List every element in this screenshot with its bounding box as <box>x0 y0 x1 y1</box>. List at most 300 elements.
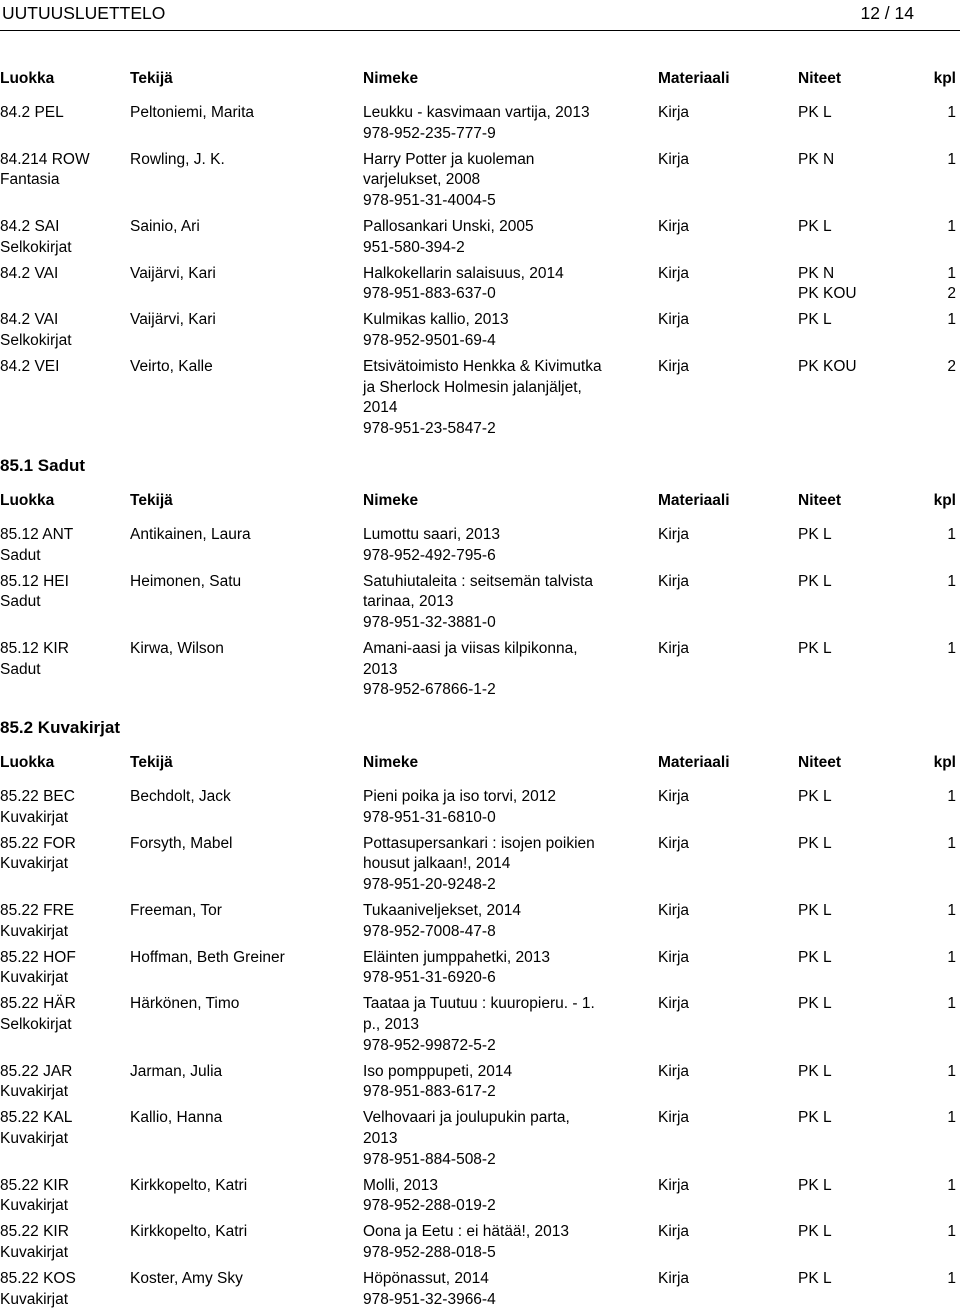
materiaali-text: Kirja <box>658 150 690 168</box>
niteet-text: PK L <box>798 1062 832 1080</box>
nimeke-text: Leukku - kasvimaan vartija, 2013 <box>363 104 590 121</box>
materiaali-text: Kirja <box>658 104 690 121</box>
materiaali-text: Kirja <box>658 948 690 966</box>
cell-kpl <box>947 103 956 124</box>
materiaali-text: Kirja <box>658 218 690 235</box>
cell-niteet <box>798 639 918 660</box>
cell-tekija <box>130 1176 360 1197</box>
tekija-text: Kirkkopelto, Katri <box>130 1176 248 1194</box>
cell-kpl <box>947 948 956 969</box>
cell-luokka <box>0 834 128 875</box>
cell-niteet <box>798 1176 918 1197</box>
cell-nimeke <box>363 150 653 212</box>
cell-luokka <box>0 787 128 828</box>
cell-niteet <box>798 572 918 593</box>
cell-nimeke <box>363 217 653 258</box>
luokka-text: 85.22 FRE <box>0 902 75 919</box>
cell-nimeke <box>363 901 653 942</box>
materiaali-text: Kirja <box>658 788 690 805</box>
luokka-text: 85.22 BEC <box>0 788 75 805</box>
nimeke-text: 978-951-32-3881-0 <box>363 613 496 631</box>
cell-materiaali <box>658 1062 798 1083</box>
kpl-text: 1 <box>947 788 956 805</box>
niteet-text: PK L <box>798 311 832 329</box>
kpl-text: 1 <box>947 526 956 543</box>
cell-nimeke <box>363 357 653 439</box>
section-title: 85.2 Kuvakirjat <box>0 718 121 737</box>
niteet-text: PK L <box>798 1109 832 1127</box>
col-header-tekija: Tekijä <box>130 492 173 509</box>
cell-kpl <box>947 217 956 238</box>
luokka-text: 85.12 HEI <box>0 572 69 590</box>
nimeke-text: Höpönassut, 2014 <box>363 1270 489 1288</box>
materiaali-text: Kirja <box>658 1109 690 1127</box>
luokka-text: Kuvakirjat <box>0 1243 69 1261</box>
cell-materiaali <box>658 264 798 285</box>
cell-luokka <box>0 150 128 191</box>
col-header-kpl: kpl <box>933 754 956 771</box>
nimeke-text: Oona ja Eetu : ei hätää!, 2013 <box>363 1223 569 1241</box>
nimeke-text: tarinaa, 2013 <box>363 593 454 611</box>
tekija-text: Koster, Amy Sky <box>130 1270 243 1288</box>
cell-materiaali <box>658 787 798 808</box>
nimeke-text: 2013 <box>363 1129 398 1147</box>
cell-tekija <box>130 901 360 922</box>
cell-kpl <box>947 1222 956 1243</box>
col-header-tekija: Tekijä <box>130 70 173 87</box>
nimeke-text: Harry Potter ja kuoleman <box>363 150 535 168</box>
column-headers <box>0 754 960 784</box>
cell-nimeke <box>363 1062 653 1103</box>
nimeke-text: 2013 <box>363 660 398 678</box>
cell-kpl <box>947 150 956 171</box>
cell-niteet <box>798 1222 918 1243</box>
nimeke-text: Iso pomppupeti, 2014 <box>363 1062 513 1080</box>
nimeke-text: Pallosankari Unski, 2005 <box>363 218 534 235</box>
niteet-text: PK KOU <box>798 285 857 303</box>
nimeke-text: 978-952-99872-5-2 <box>363 1036 496 1054</box>
luokka-text: 84.2 VEI <box>0 358 60 376</box>
materiaali-text: Kirja <box>658 572 690 590</box>
page-header <box>0 0 960 30</box>
cell-tekija <box>130 948 360 969</box>
nimeke-text: 978-952-235-777-9 <box>363 124 496 142</box>
cell-luokka <box>0 217 128 258</box>
materiaali-text: Kirja <box>658 834 690 852</box>
tekija-text: Peltoniemi, Marita <box>130 104 255 121</box>
materiaali-text: Kirja <box>658 311 690 329</box>
luokka-text: 85.22 HÄR <box>0 995 76 1013</box>
cell-tekija <box>130 150 360 171</box>
cell-nimeke <box>363 264 653 305</box>
kpl-text: 1 <box>947 1109 956 1127</box>
cell-niteet <box>798 103 918 124</box>
nimeke-text: ja Sherlock Holmesin jalanjäljet, <box>363 378 582 396</box>
niteet-text: PK L <box>798 218 832 235</box>
document-title: UUTUUSLUETTELO <box>2 3 166 23</box>
section-title: 85.1 Sadut <box>0 456 86 475</box>
kpl-text: 2 <box>947 358 956 376</box>
niteet-text: PK L <box>798 104 832 121</box>
luokka-text: 84.2 PEL <box>0 104 64 121</box>
nimeke-text: 978-951-31-6810-0 <box>363 808 496 826</box>
niteet-text: PK L <box>798 572 832 590</box>
tekija-text: Vaijärvi, Kari <box>130 311 216 329</box>
luokka-text: Sadut <box>0 546 41 564</box>
cell-materiaali <box>658 150 798 171</box>
cell-materiaali <box>658 994 798 1015</box>
luokka-text: 85.22 KIR <box>0 1223 69 1241</box>
col-header-luokka: Luokka <box>0 492 55 509</box>
luokka-text: Sadut <box>0 660 41 678</box>
cell-luokka <box>0 357 128 378</box>
cell-materiaali <box>658 310 798 331</box>
tekija-text: Hoffman, Beth Greiner <box>130 948 285 966</box>
cell-nimeke <box>363 572 653 634</box>
niteet-text: PK KOU <box>798 358 857 376</box>
cell-materiaali <box>658 639 798 660</box>
kpl-text: 1 <box>947 902 956 919</box>
cell-kpl <box>947 1269 956 1290</box>
cell-niteet <box>798 525 918 546</box>
cell-materiaali <box>658 103 798 124</box>
cell-kpl <box>947 264 956 305</box>
tekija-text: Kirwa, Wilson <box>130 640 224 657</box>
cell-kpl <box>947 994 956 1015</box>
cell-luokka <box>0 310 128 351</box>
kpl-text: 1 <box>947 218 956 235</box>
niteet-text: PK N <box>798 264 835 282</box>
cell-luokka <box>0 525 128 566</box>
cell-kpl <box>947 525 956 546</box>
luokka-text: Kuvakirjat <box>0 808 69 826</box>
cell-tekija <box>130 639 360 660</box>
nimeke-text: 978-951-31-4004-5 <box>363 191 496 209</box>
kpl-text: 1 <box>947 104 956 121</box>
cell-nimeke <box>363 310 653 351</box>
cell-tekija <box>130 525 360 546</box>
col-header-nimeke: Nimeke <box>363 492 419 509</box>
luokka-text: 85.22 JAR <box>0 1062 73 1080</box>
nimeke-text: Molli, 2013 <box>363 1176 438 1194</box>
cell-kpl <box>947 1062 956 1083</box>
kpl-text: 1 <box>947 1176 956 1194</box>
materiaali-text: Kirja <box>658 358 690 376</box>
tekija-text: Veirto, Kalle <box>130 358 213 376</box>
cell-luokka <box>0 1176 128 1217</box>
cell-niteet <box>798 264 918 305</box>
nimeke-text: housut jalkaan!, 2014 <box>363 855 511 873</box>
col-header-luokka: Luokka <box>0 70 55 87</box>
niteet-text: PK L <box>798 640 832 657</box>
cell-niteet <box>798 834 918 855</box>
tekija-text: Kirkkopelto, Katri <box>130 1223 248 1241</box>
nimeke-text: Etsivätoimisto Henkka & Kivimutka <box>363 358 602 376</box>
cell-tekija <box>130 357 360 378</box>
luokka-text: 85.22 KAL <box>0 1109 73 1127</box>
luokka-text: Kuvakirjat <box>0 1083 69 1101</box>
luokka-text: Kuvakirjat <box>0 855 69 873</box>
cell-tekija <box>130 264 360 285</box>
cell-niteet <box>798 1108 918 1129</box>
cell-kpl <box>947 310 956 331</box>
kpl-text: 2 <box>947 285 956 303</box>
materiaali-text: Kirja <box>658 264 690 282</box>
nimeke-text: 951-580-394-2 <box>363 238 465 256</box>
cell-tekija <box>130 787 360 808</box>
cell-kpl <box>947 834 956 855</box>
cell-materiaali <box>658 525 798 546</box>
tekija-text: Heimonen, Satu <box>130 572 242 590</box>
tekija-text: Kallio, Hanna <box>130 1109 223 1127</box>
nimeke-text: 978-952-288-018-5 <box>363 1243 496 1261</box>
materiaali-text: Kirja <box>658 902 690 919</box>
kpl-text: 1 <box>947 150 956 168</box>
cell-niteet <box>798 357 918 378</box>
luokka-text: 84.2 VAI <box>0 264 59 282</box>
cell-luokka <box>0 1062 128 1103</box>
col-header-luokka: Luokka <box>0 754 55 771</box>
col-header-materiaali: Materiaali <box>658 754 730 771</box>
cell-tekija <box>130 834 360 855</box>
kpl-text: 1 <box>947 311 956 329</box>
cell-niteet <box>798 994 918 1015</box>
cell-luokka <box>0 572 128 613</box>
luokka-text: Kuvakirjat <box>0 1197 69 1215</box>
niteet-text: PK L <box>798 948 832 966</box>
tekija-text: Bechdolt, Jack <box>130 788 231 805</box>
luokka-text: Kuvakirjat <box>0 1129 69 1147</box>
col-header-materiaali: Materiaali <box>658 492 730 509</box>
nimeke-text: 2014 <box>363 399 398 417</box>
cell-nimeke <box>363 834 653 896</box>
col-header-niteet: Niteet <box>798 754 842 771</box>
nimeke-text: 978-951-20-9248-2 <box>363 875 496 893</box>
luokka-text: 85.12 KIR <box>0 640 69 657</box>
cell-materiaali <box>658 1269 798 1290</box>
cell-luokka <box>0 1269 128 1310</box>
cell-luokka <box>0 264 128 285</box>
cell-materiaali <box>658 1176 798 1197</box>
cell-tekija <box>130 1108 360 1129</box>
column-headers <box>0 492 960 522</box>
cell-nimeke <box>363 948 653 989</box>
col-header-kpl: kpl <box>933 70 956 87</box>
col-header-tekija: Tekijä <box>130 754 173 771</box>
nimeke-text: 978-951-883-637-0 <box>363 285 496 303</box>
cell-tekija <box>130 994 360 1015</box>
niteet-text: PK L <box>798 788 832 805</box>
niteet-text: PK L <box>798 526 832 543</box>
nimeke-text: Eläinten jumppahetki, 2013 <box>363 948 550 966</box>
niteet-text: PK L <box>798 1223 832 1241</box>
nimeke-text: 978-951-31-6920-6 <box>363 969 496 987</box>
niteet-text: PK L <box>798 834 832 852</box>
cell-tekija <box>130 1222 360 1243</box>
header-divider <box>0 30 960 31</box>
materiaali-text: Kirja <box>658 1176 690 1194</box>
materiaali-text: Kirja <box>658 1223 690 1241</box>
kpl-text: 1 <box>947 572 956 590</box>
cell-kpl <box>947 787 956 808</box>
luokka-text: 85.22 FOR <box>0 834 76 852</box>
materiaali-text: Kirja <box>658 526 690 543</box>
cell-materiaali <box>658 1222 798 1243</box>
nimeke-text: Lumottu saari, 2013 <box>363 526 501 543</box>
materiaali-text: Kirja <box>658 995 690 1013</box>
niteet-text: PK N <box>798 150 835 168</box>
page-number: 12 / 14 <box>860 3 914 23</box>
cell-tekija <box>130 1269 360 1290</box>
kpl-text: 1 <box>947 948 956 966</box>
col-header-nimeke: Nimeke <box>363 754 419 771</box>
kpl-text: 1 <box>947 834 956 852</box>
cell-materiaali <box>658 572 798 593</box>
cell-niteet <box>798 1269 918 1290</box>
luokka-text: 85.12 ANT <box>0 526 74 543</box>
cell-nimeke <box>363 1269 653 1310</box>
cell-materiaali <box>658 834 798 855</box>
nimeke-text: Satuhiutaleita : seitsemän talvista <box>363 572 594 590</box>
nimeke-text: Taataa ja Tuutuu : kuuropieru. - 1. <box>363 995 595 1013</box>
kpl-text: 1 <box>947 640 956 657</box>
kpl-text: 1 <box>947 264 956 282</box>
tekija-text: Rowling, J. K. <box>130 150 225 168</box>
cell-kpl <box>947 1108 956 1129</box>
cell-tekija <box>130 1062 360 1083</box>
nimeke-text: Pieni poika ja iso torvi, 2012 <box>363 788 557 805</box>
cell-luokka <box>0 639 128 680</box>
niteet-text: PK L <box>798 902 832 919</box>
col-header-kpl: kpl <box>933 492 956 509</box>
luokka-text: 84.2 SAI <box>0 218 60 235</box>
cell-niteet <box>798 787 918 808</box>
luokka-text: 84.214 ROW <box>0 150 90 168</box>
tekija-text: Forsyth, Mabel <box>130 834 233 852</box>
nimeke-text: 978-951-884-508-2 <box>363 1150 496 1168</box>
cell-nimeke <box>363 1108 653 1170</box>
cell-luokka <box>0 994 128 1035</box>
cell-kpl <box>947 572 956 593</box>
nimeke-text: 978-951-23-5847-2 <box>363 419 496 437</box>
cell-nimeke <box>363 1176 653 1217</box>
cell-tekija <box>130 217 360 238</box>
tekija-text: Freeman, Tor <box>130 902 222 919</box>
cell-tekija <box>130 103 360 124</box>
luokka-text: Kuvakirjat <box>0 1290 69 1308</box>
nimeke-text: Tukaaniveljekset, 2014 <box>363 902 521 919</box>
cell-niteet <box>798 1062 918 1083</box>
luokka-text: Fantasia <box>0 171 60 189</box>
niteet-text: PK L <box>798 1176 832 1194</box>
luokka-text: 85.22 KOS <box>0 1270 76 1288</box>
cell-kpl <box>947 1176 956 1197</box>
cell-nimeke <box>363 787 653 828</box>
tekija-text: Vaijärvi, Kari <box>130 264 216 282</box>
luokka-text: 85.22 KIR <box>0 1176 69 1194</box>
tekija-text: Jarman, Julia <box>130 1062 223 1080</box>
cell-materiaali <box>658 948 798 969</box>
nimeke-text: p., 2013 <box>363 1015 420 1033</box>
niteet-text: PK L <box>798 995 832 1013</box>
col-header-nimeke: Nimeke <box>363 70 419 87</box>
cell-niteet <box>798 901 918 922</box>
cell-tekija <box>130 572 360 593</box>
cell-luokka <box>0 901 128 942</box>
luokka-text: Kuvakirjat <box>0 922 69 940</box>
col-header-materiaali: Materiaali <box>658 70 730 87</box>
nimeke-text: Amani-aasi ja viisas kilpikonna, <box>363 640 578 657</box>
cell-nimeke <box>363 103 653 144</box>
luokka-text: 85.22 HOF <box>0 948 76 966</box>
col-header-niteet: Niteet <box>798 70 842 87</box>
nimeke-text: 978-952-9501-69-4 <box>363 331 496 349</box>
nimeke-text: 978-952-7008-47-8 <box>363 922 496 940</box>
cell-materiaali <box>658 1108 798 1129</box>
nimeke-text: 978-952-288-019-2 <box>363 1197 496 1215</box>
cell-materiaali <box>658 357 798 378</box>
materiaali-text: Kirja <box>658 1062 690 1080</box>
luokka-text: Kuvakirjat <box>0 969 69 987</box>
kpl-text: 1 <box>947 1223 956 1241</box>
cell-tekija <box>130 310 360 331</box>
tekija-text: Sainio, Ari <box>130 218 200 235</box>
cell-materiaali <box>658 217 798 238</box>
cell-kpl <box>947 901 956 922</box>
nimeke-text: 978-951-32-3966-4 <box>363 1290 496 1308</box>
cell-kpl <box>947 639 956 660</box>
niteet-text: PK L <box>798 1270 832 1288</box>
materiaali-text: Kirja <box>658 640 690 657</box>
cell-luokka <box>0 1108 128 1149</box>
cell-niteet <box>798 948 918 969</box>
cell-nimeke <box>363 525 653 566</box>
tekija-text: Antikainen, Laura <box>130 526 251 543</box>
luokka-text: Selkokirjat <box>0 1015 72 1033</box>
nimeke-text: Kulmikas kallio, 2013 <box>363 311 509 329</box>
nimeke-text: varjelukset, 2008 <box>363 171 481 189</box>
cell-niteet <box>798 310 918 331</box>
materiaali-text: Kirja <box>658 1270 690 1288</box>
nimeke-text: 978-951-883-617-2 <box>363 1083 496 1101</box>
kpl-text: 1 <box>947 1062 956 1080</box>
luokka-text: Sadut <box>0 593 41 611</box>
cell-nimeke <box>363 1222 653 1263</box>
cell-nimeke <box>363 994 653 1056</box>
nimeke-text: Halkokellarin salaisuus, 2014 <box>363 264 564 282</box>
kpl-text: 1 <box>947 1270 956 1288</box>
nimeke-text: Pottasupersankari : isojen poikien <box>363 834 595 852</box>
col-header-niteet: Niteet <box>798 492 842 509</box>
luokka-text: Selkokirjat <box>0 331 72 349</box>
nimeke-text: Velhovaari ja joulupukin parta, <box>363 1109 570 1127</box>
cell-luokka <box>0 103 128 124</box>
column-headers <box>0 70 960 100</box>
nimeke-text: 978-952-492-795-6 <box>363 546 496 564</box>
luokka-text: Selkokirjat <box>0 238 72 256</box>
cell-luokka <box>0 948 128 989</box>
cell-kpl <box>947 357 956 378</box>
luokka-text: 84.2 VAI <box>0 311 59 329</box>
cell-nimeke <box>363 639 653 701</box>
cell-niteet <box>798 150 918 171</box>
kpl-text: 1 <box>947 995 956 1013</box>
cell-niteet <box>798 217 918 238</box>
cell-luokka <box>0 1222 128 1263</box>
cell-materiaali <box>658 901 798 922</box>
tekija-text: Härkönen, Timo <box>130 995 240 1013</box>
nimeke-text: 978-952-67866-1-2 <box>363 681 496 699</box>
